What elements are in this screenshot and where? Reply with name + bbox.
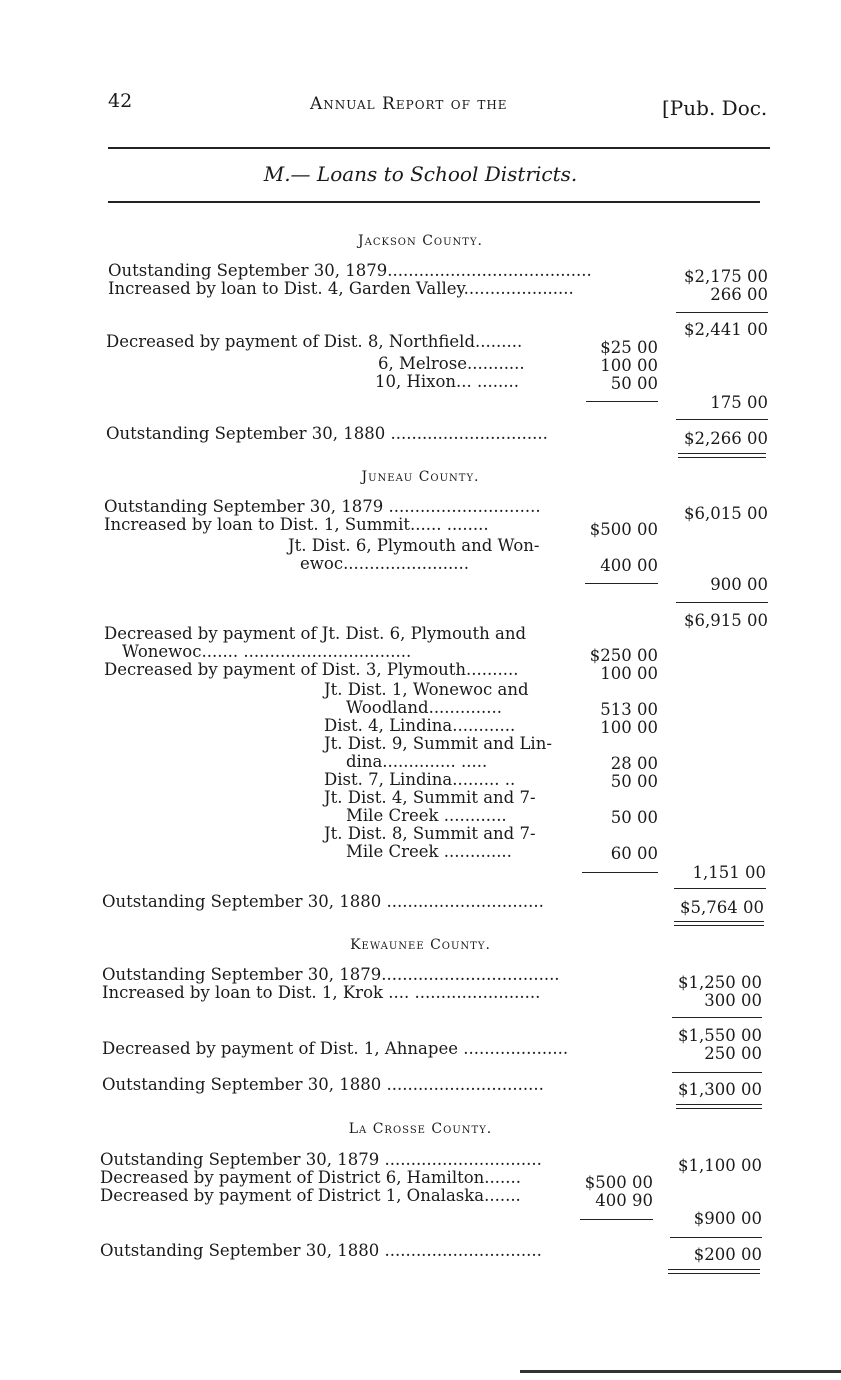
lacrosse-amount-4: $200 00 xyxy=(693,1245,762,1264)
juneau-line-11: Jt. Dist. 9, Summit and Lin- xyxy=(324,734,552,753)
juneau-line-1: Outstanding September 30, 1879 ............................. xyxy=(104,497,541,516)
jackson-line-2: Increased by loan to Dist. 4, Garden Valley..................... xyxy=(108,279,574,298)
juneau-line-15: Mile Creek ............ xyxy=(346,806,507,825)
jackson-rule-3 xyxy=(676,419,768,420)
county-heading-juneau: Juneau County. xyxy=(361,469,480,485)
kewaunee-line-4: Outstanding September 30, 1880 .............................. xyxy=(102,1075,544,1094)
juneau-line-18: Outstanding September 30, 1880 .............................. xyxy=(102,892,544,911)
kewaunee-amount-1: $1,250 00 xyxy=(678,973,762,992)
running-title: Annual Report of the xyxy=(310,94,508,114)
juneau-amount-6: $250 00 xyxy=(589,646,658,665)
jackson-rule-2 xyxy=(586,401,658,402)
juneau-amount-1: $6,015 00 xyxy=(684,504,768,523)
juneau-line-14: Jt. Dist. 4, Summit and 7- xyxy=(324,788,536,807)
jackson-amount-2: 266 00 xyxy=(710,285,768,304)
jackson-amount-3: $25 00 xyxy=(600,338,658,357)
lacrosse-line-2: Decreased by payment of District 6, Hamilton....... xyxy=(100,1168,522,1187)
juneau-line-4: ewoc........................ xyxy=(300,554,469,573)
lacrosse-double-rule xyxy=(668,1269,760,1274)
jackson-line-1: Outstanding September 30, 1879....................................... xyxy=(108,261,592,280)
section-rule xyxy=(108,201,760,203)
jackson-sum-1: $2,441 00 xyxy=(684,320,768,339)
kewaunee-sum-1: $1,550 00 xyxy=(678,1026,762,1045)
county-heading-jackson: Jackson County. xyxy=(357,233,483,249)
juneau-rule-4 xyxy=(674,888,766,889)
jackson-amount-5: 50 00 xyxy=(610,374,658,393)
lacrosse-line-4: Outstanding September 30, 1880 .............................. xyxy=(100,1241,542,1260)
jackson-line-5: 10, Hixon... ........ xyxy=(375,372,519,391)
juneau-line-5: Decreased by payment of Jt. Dist. 6, Plymouth and xyxy=(104,624,527,643)
juneau-line-2: Increased by loan to Dist. 1, Summit...... ........ xyxy=(104,515,489,534)
juneau-line-13: Dist. 7, Lindina......... .. xyxy=(324,770,516,789)
juneau-amount-13: 50 00 xyxy=(610,772,658,791)
juneau-line-8: Jt. Dist. 1, Wonewoc and xyxy=(324,680,529,699)
lacrosse-line-1: Outstanding September 30, 1879 .............................. xyxy=(100,1150,542,1169)
juneau-rule-2 xyxy=(676,602,768,603)
juneau-rule-1 xyxy=(585,583,658,584)
juneau-double-rule xyxy=(674,921,764,926)
juneau-sum-1: $6,915 00 xyxy=(684,611,768,630)
kewaunee-rule-2 xyxy=(672,1072,762,1073)
juneau-line-10: Dist. 4, Lindina............ xyxy=(324,716,516,735)
juneau-amount-10: 100 00 xyxy=(600,718,658,737)
lacrosse-subtotal: $900 00 xyxy=(693,1209,762,1228)
juneau-subtotal-1: 900 00 xyxy=(710,575,768,594)
county-heading-kewaunee: Kewaunee County. xyxy=(350,937,491,953)
juneau-rule-3 xyxy=(582,872,658,873)
juneau-line-9: Woodland.............. xyxy=(346,698,503,717)
juneau-line-3: Jt. Dist. 6, Plymouth and Won- xyxy=(288,536,540,555)
kewaunee-amount-2: 300 00 xyxy=(704,991,762,1010)
juneau-amount-12: 28 00 xyxy=(610,754,658,773)
juneau-line-6: Wonewoc....... ................................ xyxy=(122,642,412,661)
section-title: M.— Loans to School Districts. xyxy=(263,162,578,186)
lacrosse-line-3: Decreased by payment of District 1, Onalaska....... xyxy=(100,1186,521,1205)
jackson-double-rule xyxy=(678,453,766,458)
juneau-amount-17: 60 00 xyxy=(610,844,658,863)
kewaunee-amount-4: $1,300 00 xyxy=(678,1080,762,1099)
kewaunee-double-rule xyxy=(676,1104,762,1109)
document-designation: [Pub. Doc. xyxy=(662,96,768,120)
juneau-amount-9: 513 00 xyxy=(600,700,658,719)
lacrosse-rule-2 xyxy=(670,1237,762,1238)
jackson-line-6: Outstanding September 30, 1880 .............................. xyxy=(106,424,548,443)
lacrosse-amount-3: 400 90 xyxy=(595,1191,653,1210)
juneau-amount-4: 400 00 xyxy=(600,556,658,575)
kewaunee-line-2: Increased by loan to Dist. 1, Krok .... ........................ xyxy=(102,983,541,1002)
juneau-amount-2: $500 00 xyxy=(589,520,658,539)
jackson-amount-4: 100 00 xyxy=(600,356,658,375)
jackson-amount-1: $2,175 00 xyxy=(684,267,768,286)
juneau-line-12: dina.............. ..... xyxy=(346,752,488,771)
juneau-amount-18: $5,764 00 xyxy=(680,898,764,917)
juneau-amount-15: 50 00 xyxy=(610,808,658,827)
kewaunee-line-1: Outstanding September 30, 1879.................................. xyxy=(102,965,560,984)
page-number: 42 xyxy=(108,90,133,112)
page-bottom-edge-rule xyxy=(520,1370,841,1373)
juneau-subtotal-2: 1,151 00 xyxy=(692,863,766,882)
jackson-subtotal: 175 00 xyxy=(710,393,768,412)
juneau-line-16: Jt. Dist. 8, Summit and 7- xyxy=(324,824,536,843)
juneau-line-7: Decreased by payment of Dist. 3, Plymouth.......... xyxy=(104,660,519,679)
jackson-rule-1 xyxy=(676,312,768,313)
juneau-line-17: Mile Creek ............. xyxy=(346,842,512,861)
kewaunee-line-3: Decreased by payment of Dist. 1, Ahnapee .................... xyxy=(102,1039,569,1058)
header-rule xyxy=(108,147,770,149)
kewaunee-amount-3: 250 00 xyxy=(704,1044,762,1063)
lacrosse-amount-2: $500 00 xyxy=(584,1173,653,1192)
juneau-amount-7: 100 00 xyxy=(600,664,658,683)
jackson-line-4: 6, Melrose........... xyxy=(378,354,525,373)
jackson-amount-6: $2,266 00 xyxy=(684,429,768,448)
kewaunee-rule-1 xyxy=(672,1017,762,1018)
jackson-line-3: Decreased by payment of Dist. 8, Northfield......... xyxy=(106,332,523,351)
county-heading-la-crosse: La Crosse County. xyxy=(348,1121,493,1137)
lacrosse-amount-1: $1,100 00 xyxy=(678,1156,762,1175)
lacrosse-rule-1 xyxy=(580,1219,653,1220)
